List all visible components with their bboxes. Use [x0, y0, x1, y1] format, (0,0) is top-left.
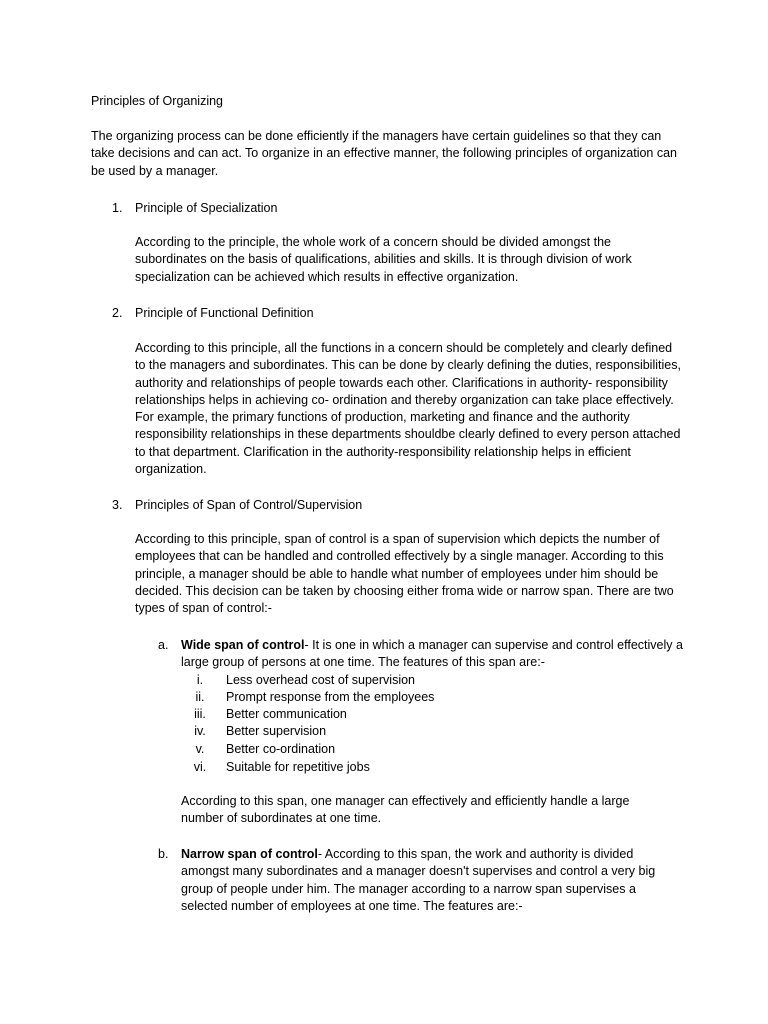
feature-text: Suitable for repetitive jobs — [226, 760, 370, 774]
feature-numeral: ii. — [195, 690, 205, 704]
feature-numeral: vi. — [193, 760, 207, 774]
principle-heading: Principle of Functional Definition — [135, 306, 314, 320]
feature-text: Better co-ordination — [226, 742, 336, 756]
intro-paragraph: The organizing process can be done efficiently if the managers have certain guidelines so that they can take decisions and can act. To organize in an effective manner, the following principles of organization can be used by a manager. — [91, 129, 678, 178]
feature-text: Less overhead cost of supervision — [226, 673, 415, 687]
span-label: Narrow span of control — [181, 847, 318, 861]
feature-text: Better communication — [226, 707, 347, 721]
principle-number: 3. — [112, 498, 123, 512]
principle-heading: Principle of Specialization — [135, 201, 278, 215]
feature-numeral: v. — [195, 742, 205, 756]
feature-numeral: iv. — [194, 724, 206, 738]
principle-body: According to this principle, span of control is a span of supervision which depicts the number of employees that can be handled and controlled effectively by a single manager. According to this principle, a manager should be able to handle what number of employees under him should be decided. This decision can be taken by choosing either froma wide or narrow span. There are two types of span of control:- — [135, 532, 674, 616]
principle-heading: Principles of Span of Control/Supervision — [135, 498, 363, 512]
principle-number: 2. — [112, 306, 123, 320]
span-text: - According to this span, the work and authority is divided amongst many subordinates and a manager doesn't supervises and control a very big group of people under him. The manager according to a narrow span supervises a selected number of employees at one time. The features are:- — [181, 847, 656, 913]
feature-numeral: i. — [196, 673, 204, 687]
span-description — [181, 637, 683, 672]
span-closing: According to this span, one manager can effectively and efficiently handle a large number of subordinates at one time. — [181, 794, 630, 826]
span-letter: a. — [158, 638, 169, 652]
feature-numeral: iii. — [194, 707, 206, 721]
principle-body: According to the principle, the whole work of a concern should be divided amongst the subordinates on the basis of qualifications, abilities and skills. It is through division of work specialization can be achieved which results in effective organization. — [135, 235, 632, 284]
span-text: - It is one in which a manager can supervise and control effectively a large group of persons at one time. The features of this span are:- — [181, 638, 683, 670]
document-title: Principles of Organizing — [91, 94, 224, 108]
span-label: Wide span of control — [181, 638, 305, 652]
feature-text: Better supervision — [226, 724, 327, 738]
feature-text: Prompt response from the employees — [226, 690, 435, 704]
span-letter: b. — [158, 847, 169, 861]
principle-body: According to this principle, all the functions in a concern should be completely and clearly defined to the managers and subordinates. This can be done by clearly defining the duties, responsibilities, authority and relationships of people towards each other. Clarifications in authority- responsibility relationships helps in achieving co- ordination and thereby organization can take place effectively. For example, the primary functions of production, marketing and finance and the authority responsibility relationships in these departments shouldbe clearly defined to every person attached to that department. Clarification in the authority-responsibility relationship helps in efficient organization. — [135, 341, 681, 477]
principle-number: 1. — [112, 201, 123, 215]
span-description — [181, 846, 669, 915]
